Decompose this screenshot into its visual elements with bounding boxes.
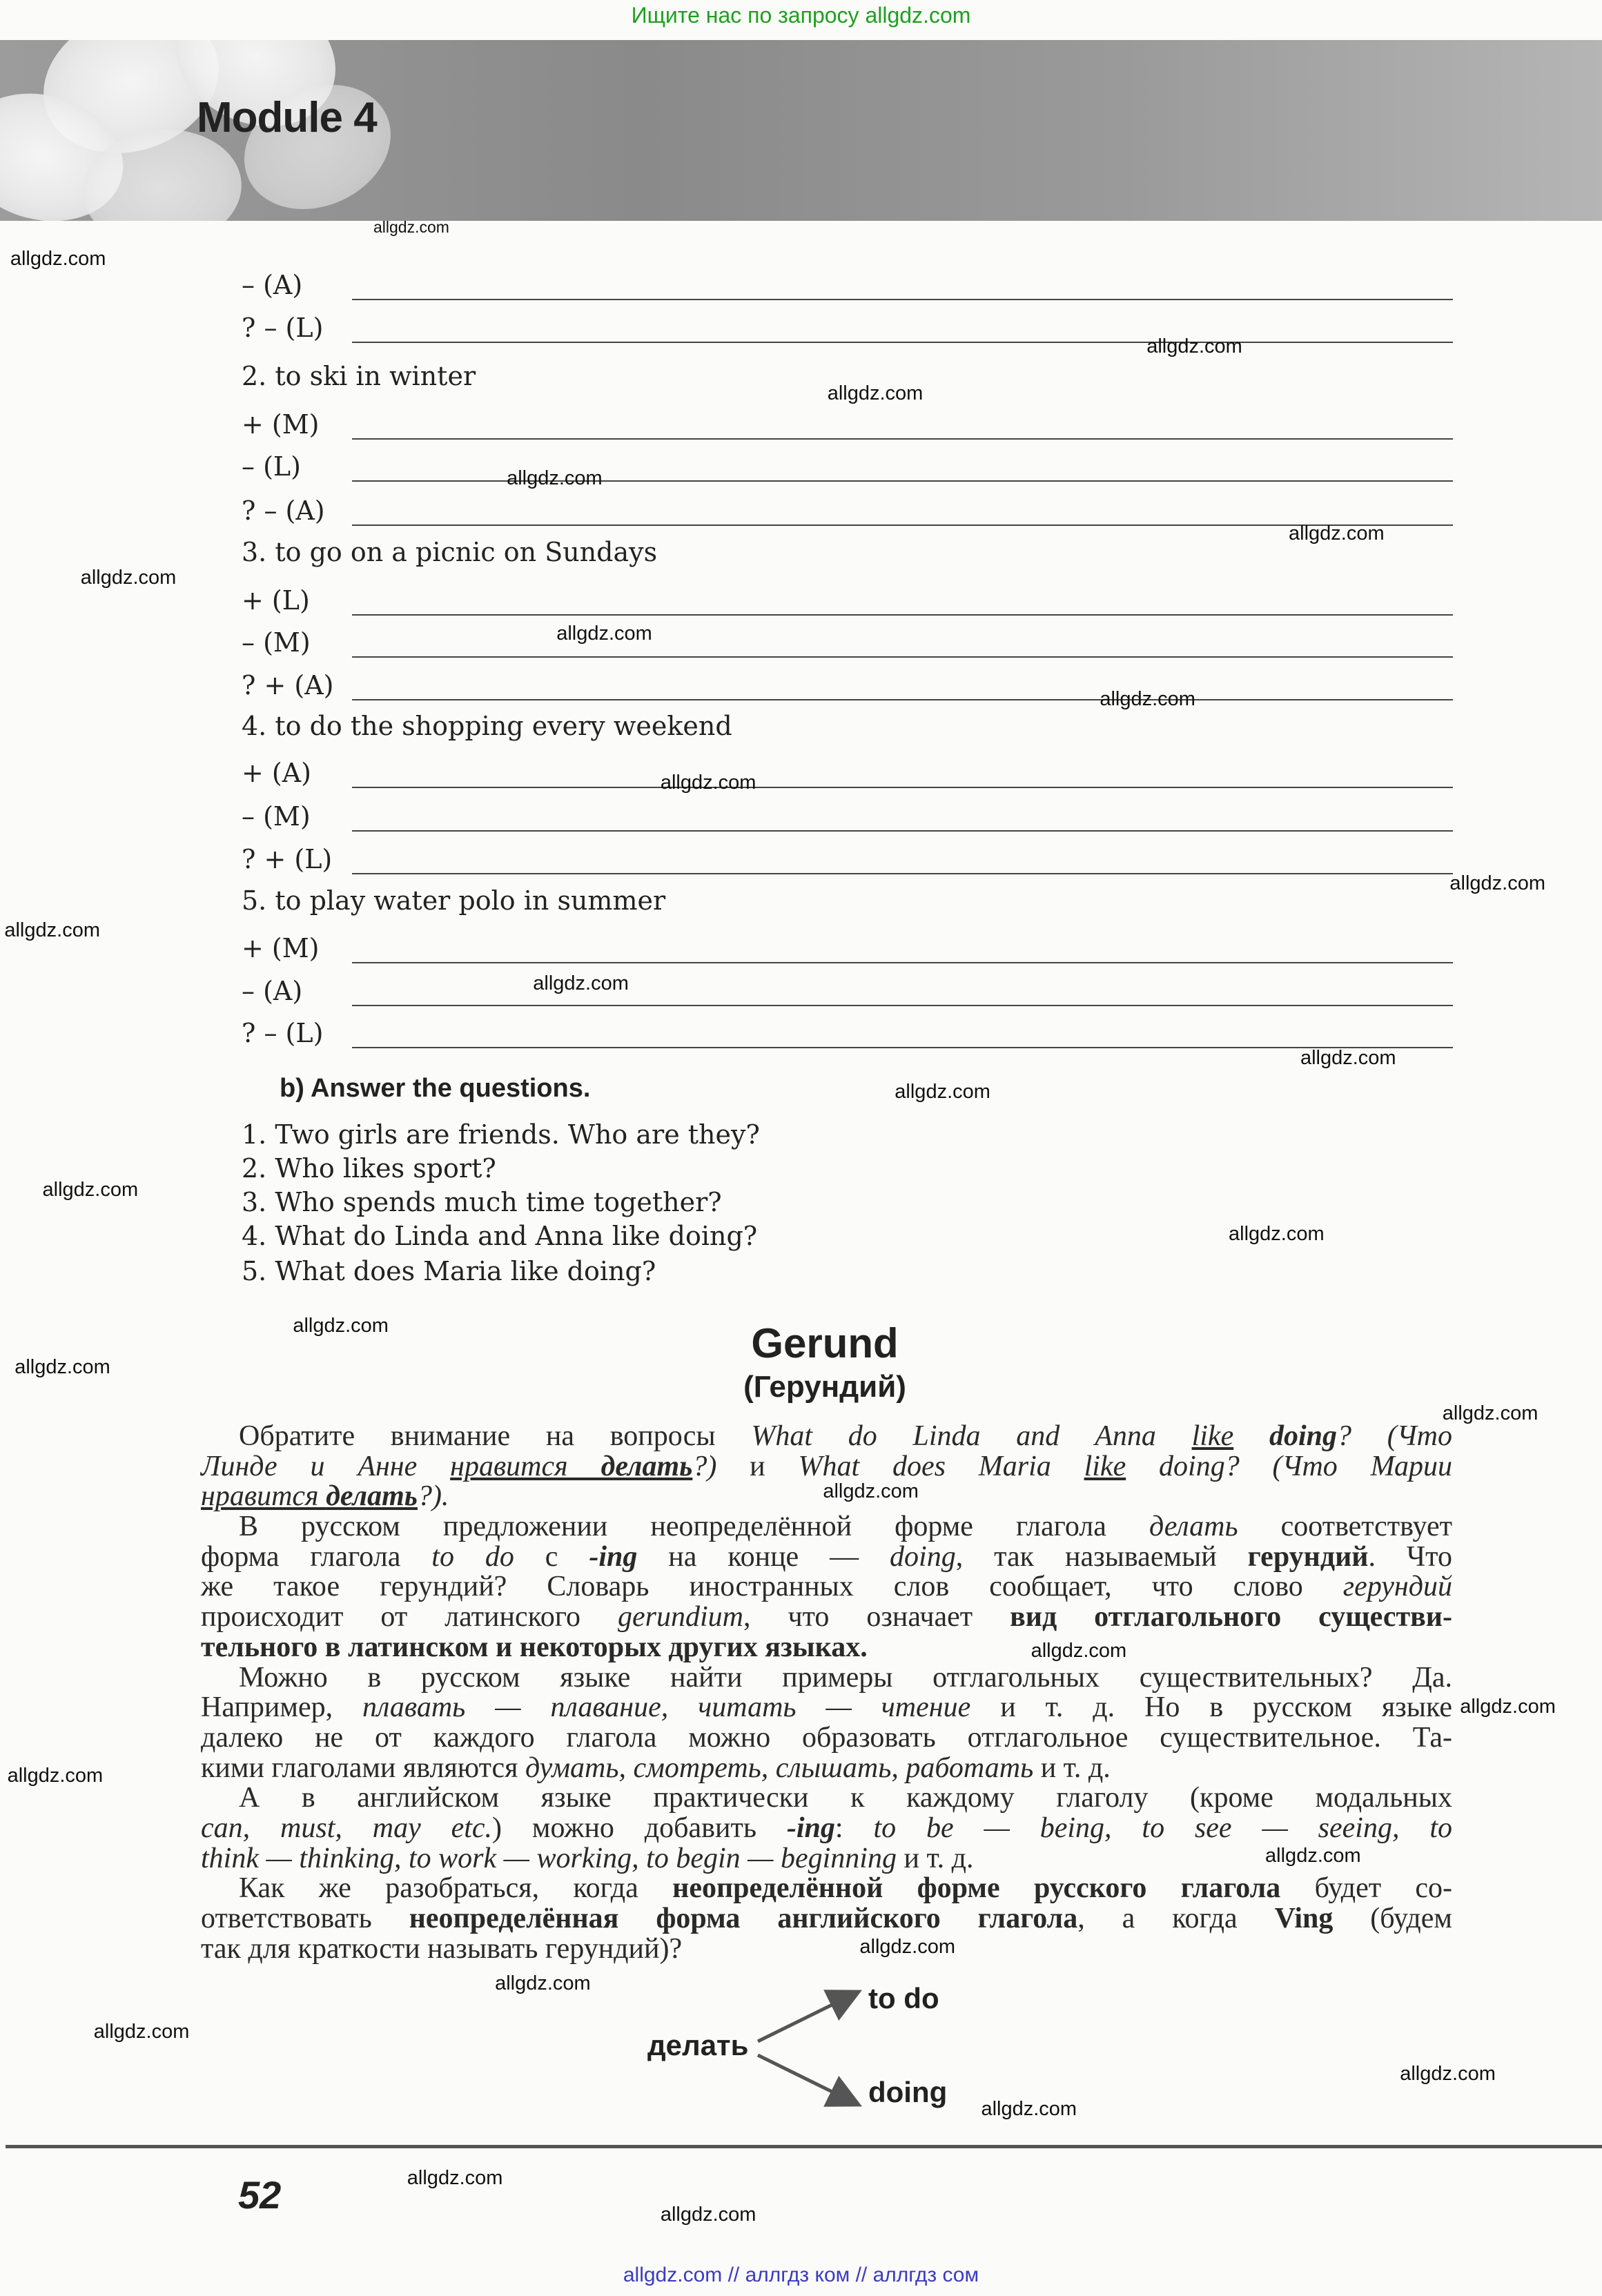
watermark: allgdz.com [895, 1080, 990, 1103]
text-segment: doing? (Что Марии [1126, 1450, 1452, 1482]
text-segment: и [716, 1450, 799, 1482]
question-item: 1. Two girls are friends. Who are they? [242, 1119, 760, 1150]
text-segment: , что означает [743, 1601, 1010, 1633]
text-segment: же такое герундий? Словарь иностранных слов сообщает, что слово [201, 1571, 1343, 1603]
text-segment: кими глаголами являются [201, 1752, 525, 1784]
text-segment: : [834, 1812, 874, 1844]
text-segment: to be — being, to see — seeing, to [873, 1812, 1452, 1844]
text-segment: форма глагола [201, 1540, 432, 1573]
text-segment: What does Maria [798, 1450, 1084, 1482]
text-segment: соответствует [1238, 1511, 1453, 1543]
text-segment: gerundium [618, 1601, 743, 1633]
answer-label: ? + (A) [242, 670, 334, 700]
text-segment: неопределённая форма английского глагола [409, 1903, 1078, 1934]
answer-label: – (A) [242, 976, 303, 1006]
text-segment: think — thinking, to work — working, to begin — beginning [201, 1842, 897, 1874]
watermark: allgdz.com [556, 622, 652, 645]
page-number: 52 [238, 2173, 282, 2217]
watermark: allgdz.com [533, 972, 629, 994]
question-item: 5. What does Maria like doing? [242, 1256, 656, 1286]
text-segment: и т. д. [1033, 1752, 1111, 1784]
watermark: allgdz.com [827, 382, 924, 404]
text-segment: В русском предложении неопределённой форме глагола [239, 1511, 1149, 1543]
watermark: allgdz.com [14, 1355, 110, 1378]
text-segment: вид отглагольного существи- [1010, 1601, 1452, 1633]
section-b-title: b) Answer the questions. [280, 1074, 591, 1103]
diagram-delat: делать [647, 2029, 749, 2061]
watermark: allgdz.com [4, 919, 100, 942]
watermark: allgdz.com [507, 467, 603, 489]
watermark: allgdz.com [1229, 1222, 1325, 1245]
module-title: Module 4 [197, 94, 377, 141]
text-segment: . Что [1368, 1540, 1452, 1573]
answer-label: + (M) [242, 933, 320, 963]
text-segment: делать [1149, 1511, 1238, 1543]
answer-label: ? – (A) [242, 495, 325, 526]
watermark: allgdz.com [1460, 1695, 1556, 1718]
text-segment: тельного в латинском и некоторых других языках. [201, 1631, 868, 1663]
text-segment: герундий [1342, 1571, 1452, 1603]
exercise-item-title: 4. to do the shopping every weekend [242, 711, 732, 741]
text-segment: Ving [1274, 1903, 1334, 1934]
answer-label: + (M) [242, 409, 320, 440]
question-item: 2. Who likes sport? [242, 1153, 496, 1184]
text-segment: (будем [1333, 1903, 1452, 1934]
watermark: allgdz.com [1030, 1640, 1127, 1662]
watermark: allgdz.com [373, 218, 449, 237]
watermark: allgdz.com [1265, 1845, 1361, 1867]
watermark: allgdz.com [42, 1178, 139, 1201]
answer-label: – (M) [242, 627, 311, 658]
page-footer-rule [6, 2145, 1602, 2148]
answer-label: – (M) [242, 801, 311, 832]
answer-label: ? + (L) [242, 844, 333, 874]
text-segment: и т. д. Но в русском языке [970, 1691, 1452, 1724]
answer-label: – (A) [242, 270, 303, 300]
watermark: allgdz.com [407, 2166, 503, 2189]
text-segment: делать [326, 1480, 418, 1513]
text-segment: Как же разобраться, когда [239, 1872, 673, 1905]
question-item: 4. What do Linda and Anna like doing? [242, 1221, 758, 1251]
text-segment: ) можно добавить [492, 1812, 787, 1844]
answer-label: ? – (L) [242, 1018, 324, 1048]
text-segment: Линде и Анне [201, 1450, 451, 1482]
text-segment: нравится [201, 1480, 326, 1513]
exercise-item-title: 5. to play water polo in summer [242, 885, 666, 916]
answer-label: – (L) [242, 451, 301, 482]
text-segment: и т. д. [896, 1842, 974, 1874]
diagram-to-do: to do [868, 1982, 939, 2014]
text-segment: doing [1269, 1420, 1337, 1452]
text-segment: плавать — плавание, читать — чтение [362, 1691, 971, 1724]
text-segment: like [1191, 1420, 1234, 1452]
text-segment: doing [890, 1540, 956, 1573]
text-segment: , так называемый [955, 1540, 1248, 1573]
watermark: allgdz.com [1400, 2063, 1496, 2086]
question-item: 3. Who spends much time together? [242, 1187, 722, 1217]
text-segment: ?) [692, 1450, 717, 1482]
text-segment: так для краткости называть герундий)? [201, 1932, 683, 1965]
gerund-subtitle: (Герундий) [743, 1370, 906, 1404]
answer-label: ? – (L) [242, 313, 324, 343]
text-segment: ? (Что [1336, 1420, 1452, 1452]
watermark: allgdz.com [1300, 1046, 1396, 1069]
text-segment: делать [600, 1450, 693, 1482]
text-segment: can, must, may etc. [201, 1812, 493, 1844]
watermark: allgdz.com [10, 247, 106, 270]
answer-label: + (A) [242, 758, 312, 788]
exercise-item-title: 2. to ski in winter [242, 361, 476, 391]
arrow-up-icon [758, 1993, 856, 2041]
text-segment: герундий [1247, 1540, 1369, 1573]
text-segment: -ing [589, 1540, 638, 1573]
watermark: allgdz.com [80, 567, 177, 589]
bottom-site-links: allgdz.com // аллгдз ком // аллгдз сом [623, 2264, 979, 2286]
answer-label: + (L) [242, 585, 310, 616]
text-segment: , а когда [1077, 1903, 1275, 1934]
watermark: allgdz.com [823, 1480, 919, 1502]
text-segment: далеко не от каждого глагола можно образовать отглагольное существительное. Та- [201, 1721, 1452, 1754]
text-segment: -ing [786, 1812, 835, 1844]
text-segment: на конце — [637, 1540, 890, 1573]
text-segment: с [514, 1540, 589, 1573]
text-segment: А в английском языке практически к каждому глаголу (кроме модальных [239, 1782, 1452, 1814]
watermark: allgdz.com [293, 1315, 389, 1337]
watermark: allgdz.com [981, 2098, 1077, 2121]
diagram-doing: doing [868, 2076, 948, 2108]
text-segment: происходит от латинского [201, 1601, 618, 1633]
watermark: allgdz.com [859, 1935, 955, 1958]
text-segment: Можно в русском языке найти примеры отглагольных существительных? Да. [239, 1661, 1452, 1694]
arrow-down-icon [758, 2055, 856, 2103]
watermark: allgdz.com [93, 2020, 190, 2043]
text-segment: ?). [417, 1480, 449, 1513]
text-segment: будет со- [1280, 1872, 1453, 1905]
text-segment: Обратите внимание на вопросы [239, 1420, 752, 1452]
text-segment: ответствовать [201, 1903, 409, 1934]
watermark: allgdz.com [660, 772, 756, 794]
watermark: allgdz.com [495, 1972, 591, 1994]
text-segment: like [1084, 1450, 1126, 1482]
text-segment: думать, смотреть, слышать, работать [525, 1752, 1034, 1784]
watermark: allgdz.com [1100, 688, 1195, 711]
watermark: allgdz.com [1289, 522, 1385, 545]
text-segment: нравится [450, 1450, 601, 1482]
watermark: allgdz.com [1442, 1402, 1538, 1425]
watermark: allgdz.com [660, 2204, 756, 2226]
search-hint-banner: Ищите нас по запросу allgdz.com [631, 3, 971, 28]
text-segment: What do Linda and Anna [751, 1420, 1192, 1452]
gerund-title: Gerund [751, 1320, 899, 1366]
text-segment: Например, [201, 1691, 363, 1724]
text-segment: to do [431, 1540, 514, 1573]
watermark: allgdz.com [1449, 872, 1545, 895]
text-segment: неопределённой форме русского глагола [672, 1872, 1281, 1905]
watermark: allgdz.com [1146, 335, 1242, 357]
exercise-item-title: 3. to go on a picnic on Sundays [242, 537, 658, 567]
watermark: allgdz.com [7, 1764, 104, 1787]
